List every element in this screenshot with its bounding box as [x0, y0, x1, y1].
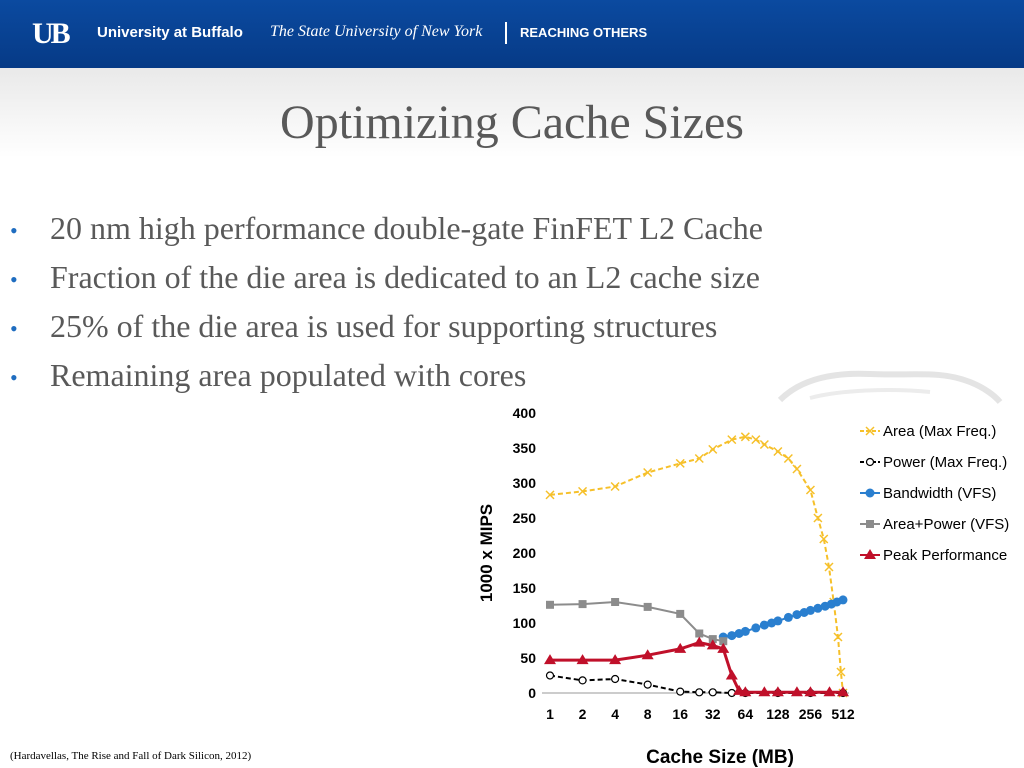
- data-point: [676, 610, 684, 618]
- series-line: [550, 437, 843, 693]
- data-point: [793, 465, 801, 473]
- chart: [470, 400, 1024, 768]
- data-point: [751, 623, 760, 632]
- x-tick-label: 128: [766, 706, 790, 722]
- bullet-text: 25% of the die area is used for supporting structures: [50, 308, 718, 344]
- data-point: [726, 670, 738, 680]
- series-2: [719, 595, 848, 641]
- chart-axes: [477, 405, 855, 768]
- y-tick-label: 400: [512, 405, 536, 421]
- data-point: [611, 598, 619, 606]
- data-point: [709, 445, 717, 453]
- y-tick-label: 200: [512, 545, 536, 561]
- data-point: [579, 600, 587, 608]
- x-tick-label: 1: [546, 706, 554, 722]
- legend-label: Area (Max Freq.): [883, 423, 997, 440]
- x-tick-label: 64: [737, 706, 754, 722]
- ub-logo: UB: [32, 17, 68, 50]
- x-tick-label: 8: [643, 706, 652, 722]
- data-point: [709, 689, 716, 696]
- x-axis-title: Cache Size (MB): [646, 747, 794, 768]
- series-4: [544, 637, 849, 697]
- header-separator: [505, 22, 507, 44]
- data-point: [784, 455, 792, 463]
- y-tick-label: 300: [512, 475, 536, 491]
- x-tick-label: 2: [578, 706, 587, 722]
- y-tick-label: 250: [512, 510, 536, 526]
- data-point: [696, 689, 703, 696]
- bullet-text: 20 nm high performance double-gate FinFET L2 Cache: [50, 210, 763, 246]
- data-point: [741, 627, 750, 636]
- suny-name: The State University of New York: [270, 23, 483, 40]
- bullet-item: [10, 308, 763, 357]
- data-point: [866, 520, 874, 528]
- chart-legend: [860, 423, 1009, 564]
- bullet-dot-icon: •: [10, 218, 18, 243]
- data-point: [760, 441, 768, 449]
- x-tick-label: 32: [704, 706, 721, 722]
- data-point: [773, 616, 782, 625]
- x-tick-label: 4: [611, 706, 620, 722]
- legend-label: Power (Max Freq.): [883, 454, 1008, 471]
- bullet-item: [10, 357, 763, 406]
- data-point: [644, 469, 652, 477]
- data-point: [579, 677, 586, 684]
- data-point: [677, 688, 684, 695]
- bullet-list: [10, 210, 763, 406]
- y-tick-label: 50: [520, 650, 536, 666]
- data-point: [644, 603, 652, 611]
- y-tick-label: 100: [512, 615, 536, 631]
- series-0: [546, 433, 847, 697]
- y-tick-label: 150: [512, 580, 536, 596]
- data-point: [784, 613, 793, 622]
- chart-series: [544, 433, 849, 697]
- y-tick-label: 350: [512, 440, 536, 456]
- data-point: [695, 630, 703, 638]
- y-tick-label: 0: [528, 685, 536, 701]
- motto: REACHING OTHERS: [520, 25, 648, 40]
- bullet-text: Fraction of the die area is dedicated to an L2 cache size: [50, 259, 760, 295]
- bullet-dot-icon: •: [10, 267, 18, 292]
- bullet-dot-icon: •: [10, 365, 18, 390]
- data-point: [774, 448, 782, 456]
- slide-title: Optimizing Cache Sizes: [280, 96, 744, 149]
- x-tick-label: 256: [798, 706, 823, 722]
- data-point: [612, 676, 619, 683]
- x-tick-label: 16: [672, 706, 689, 722]
- bullet-item: [10, 259, 763, 308]
- data-point: [839, 595, 848, 604]
- citation: (Hardavellas, The Rise and Fall of Dark Silicon, 2012): [10, 750, 252, 762]
- data-point: [611, 483, 619, 491]
- bullet-dot-icon: •: [10, 316, 18, 341]
- data-point: [695, 455, 703, 463]
- university-name: University at Buffalo: [97, 24, 243, 41]
- bullet-item: [10, 210, 763, 259]
- legend-label: Area+Power (VFS): [883, 516, 1010, 533]
- data-point: [866, 489, 875, 498]
- legend-label: Bandwidth (VFS): [883, 485, 997, 502]
- data-point: [693, 637, 705, 647]
- data-point: [546, 601, 554, 609]
- x-tick-label: 512: [831, 706, 855, 722]
- header-bar: [0, 0, 1024, 68]
- data-point: [644, 681, 651, 688]
- data-point: [867, 459, 874, 466]
- legend-label: Peak Performance: [883, 547, 1008, 564]
- series-line: [550, 643, 843, 693]
- data-point: [547, 672, 554, 679]
- data-point: [806, 486, 814, 494]
- bullet-text: Remaining area populated with cores: [50, 357, 527, 393]
- y-axis-title: 1000 x MIPS: [477, 503, 496, 603]
- data-point: [752, 436, 760, 444]
